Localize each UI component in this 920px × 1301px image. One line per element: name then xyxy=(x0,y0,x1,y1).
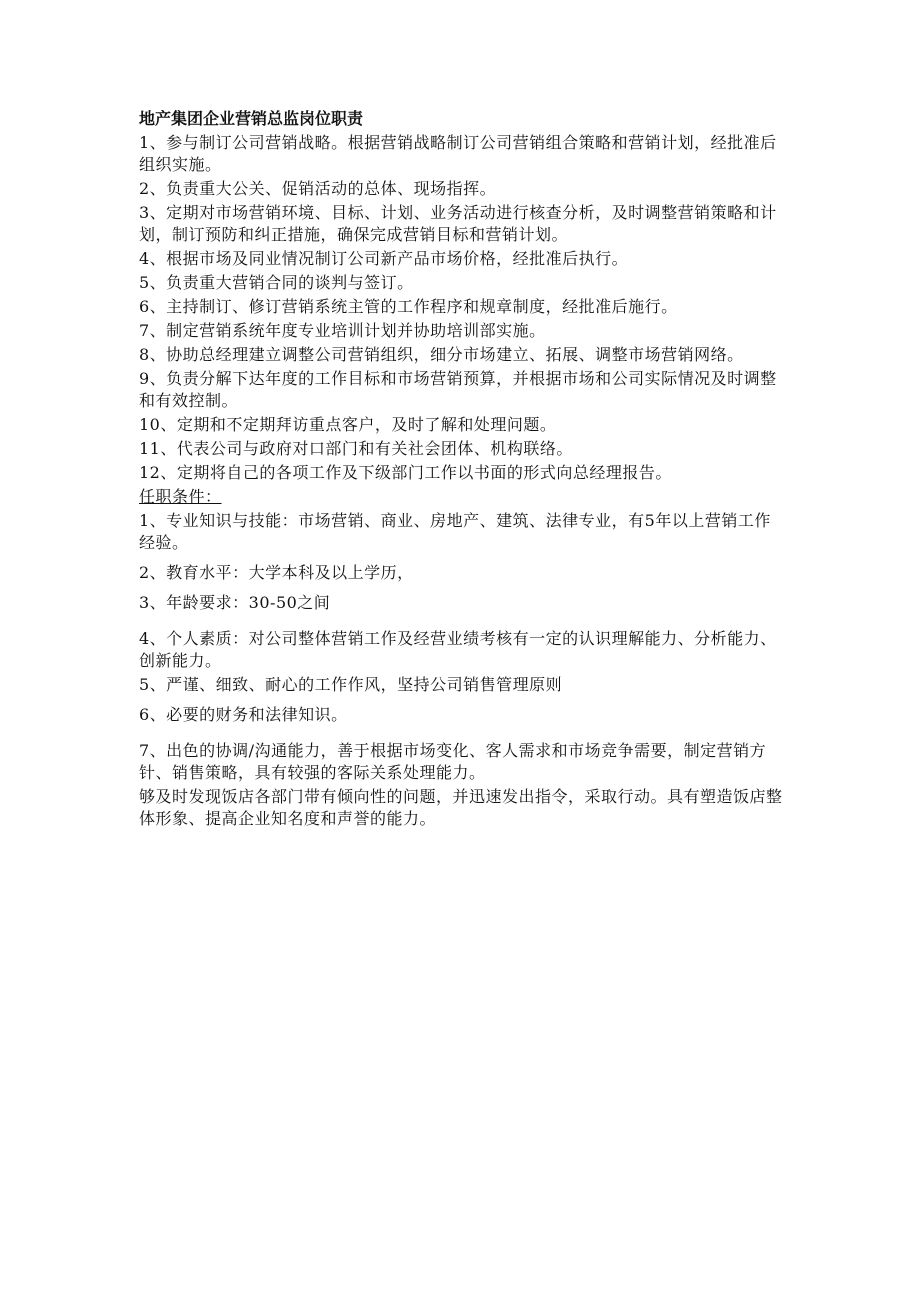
duty-item-4: 4、根据市场及同业情况制订公司新产品市场价格，经批准后执行。 xyxy=(139,249,629,268)
duty-item-12: 12、定期将自己的各项工作及下级部门工作以书面的形式向总经理报告。 xyxy=(139,463,672,482)
requirement-item-8: 够及时发现饭店各部门带有倾向性的问题，并迅速发出指令，采取行动。具有塑造饭店整体形象、提高企业知名度和声誉的能力。 xyxy=(139,787,783,828)
requirement-item-6: 6、必要的财务和法律知识。 xyxy=(139,705,348,724)
duty-item-5: 5、负责重大营销合同的谈判与签订。 xyxy=(139,273,414,292)
duty-item-7: 7、制定营销系统年度专业培训计划并协助培训部实施。 xyxy=(139,321,546,340)
requirement-item-1: 1、专业知识与技能：市场营销、商业、房地产、建筑、法律专业，有5年以上营销工作经验。 xyxy=(139,511,771,552)
duty-item-10: 10、定期和不定期拜访重点客户，及时了解和处理问题。 xyxy=(139,415,557,434)
duty-item-11: 11、代表公司与政府对口部门和有关社会团体、机构联络。 xyxy=(139,439,573,458)
duty-item-9: 9、负责分解下达年度的工作目标和市场营销预算，并根据市场和公司实际情况及时调整和有效控制。 xyxy=(139,369,777,410)
duty-item-6: 6、主持制订、修订营销系统主管的工作程序和规章制度，经批准后施行。 xyxy=(139,297,678,316)
requirements-heading: 任职条件： xyxy=(139,487,222,506)
duty-item-1: 1、参与制订公司营销战略。根据营销战略制订公司营销组合策略和营销计划，经批准后组织实施。 xyxy=(139,133,777,174)
document-page xyxy=(139,108,784,832)
duty-item-8: 8、协助总经理建立调整公司营销组织，细分市场建立、拓展、调整市场营销网络。 xyxy=(139,345,744,364)
requirement-item-3: 3、年龄要求：30-50之间 xyxy=(139,593,331,612)
requirement-item-2: 2、教育水平：大学本科及以上学历， xyxy=(139,563,414,582)
requirement-item-4: 4、个人素质：对公司整体营销工作及经营业绩考核有一定的认识理解能力、分析能力、创新能力。 xyxy=(139,629,777,670)
duty-item-2: 2、负责重大公关、促销活动的总体、现场指挥。 xyxy=(139,179,497,198)
duty-item-3: 3、定期对市场营销环境、目标、计划、业务活动进行核查分析，及时调整营销策略和计划，制订预防和纠正措施，确保完成营销目标和营销计划。 xyxy=(139,203,777,244)
requirement-item-7: 7、出色的协调/沟通能力，善于根据市场变化、客人需求和市场竞争需要，制定营销方针、销售策略，具有较强的客际关系处理能力。 xyxy=(139,741,767,782)
requirement-item-5: 5、严谨、细致、耐心的工作作风，坚持公司销售管理原则 xyxy=(139,675,563,694)
document-title: 地产集团企业营销总监岗位职责 xyxy=(139,109,364,128)
